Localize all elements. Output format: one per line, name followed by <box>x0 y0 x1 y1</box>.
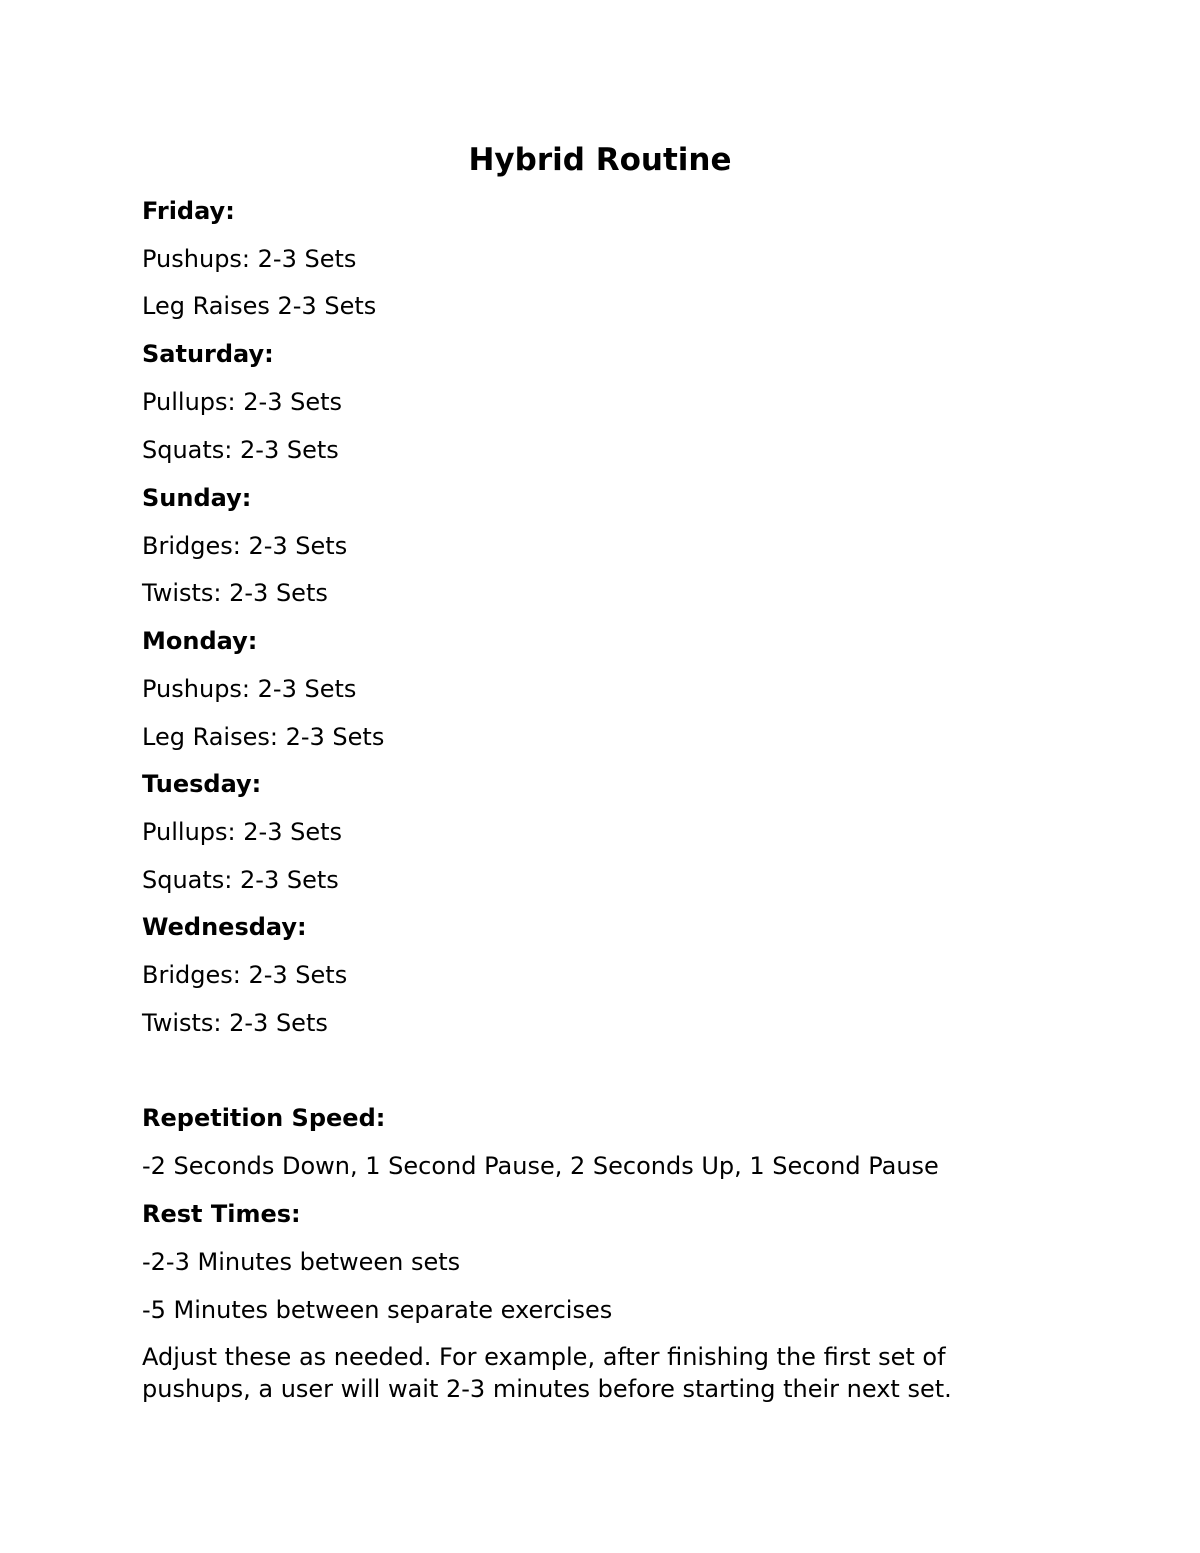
day-heading-tuesday: Tuesday: <box>142 770 262 798</box>
exercise-line: Twists: 2-3 Sets <box>142 1009 328 1037</box>
exercise-line: Leg Raises 2-3 Sets <box>142 292 377 320</box>
exercise-line: Leg Raises: 2-3 Sets <box>142 723 385 751</box>
rest-time-item: -5 Minutes between separate exercises <box>142 1296 613 1324</box>
exercise-line: Twists: 2-3 Sets <box>142 579 328 607</box>
rest-time-item: -2-3 Minutes between sets <box>142 1248 461 1276</box>
exercise-line: Bridges: 2-3 Sets <box>142 532 348 560</box>
exercise-line: Pullups: 2-3 Sets <box>142 388 343 416</box>
day-heading-wednesday: Wednesday: <box>142 913 307 941</box>
rest-times-heading: Rest Times: <box>142 1200 301 1228</box>
exercise-line: Pullups: 2-3 Sets <box>142 818 343 846</box>
document-title: Hybrid Routine <box>468 142 732 178</box>
exercise-line: Bridges: 2-3 Sets <box>142 961 348 989</box>
exercise-line: Squats: 2-3 Sets <box>142 436 339 464</box>
repetition-speed-text: -2 Seconds Down, 1 Second Pause, 2 Seconds Up, 1 Second Pause <box>142 1152 939 1180</box>
day-heading-friday: Friday: <box>142 197 235 225</box>
repetition-speed-heading: Repetition Speed: <box>142 1104 386 1132</box>
adjustment-note: Adjust these as needed. For example, after finishing the first set of pushups, a user will wait 2-3 minutes before starting their next set. <box>142 1343 952 1403</box>
day-heading-saturday: Saturday: <box>142 340 274 368</box>
exercise-line: Pushups: 2-3 Sets <box>142 245 357 273</box>
day-heading-sunday: Sunday: <box>142 484 252 512</box>
exercise-line: Pushups: 2-3 Sets <box>142 675 357 703</box>
exercise-line: Squats: 2-3 Sets <box>142 866 339 894</box>
day-heading-monday: Monday: <box>142 627 258 655</box>
